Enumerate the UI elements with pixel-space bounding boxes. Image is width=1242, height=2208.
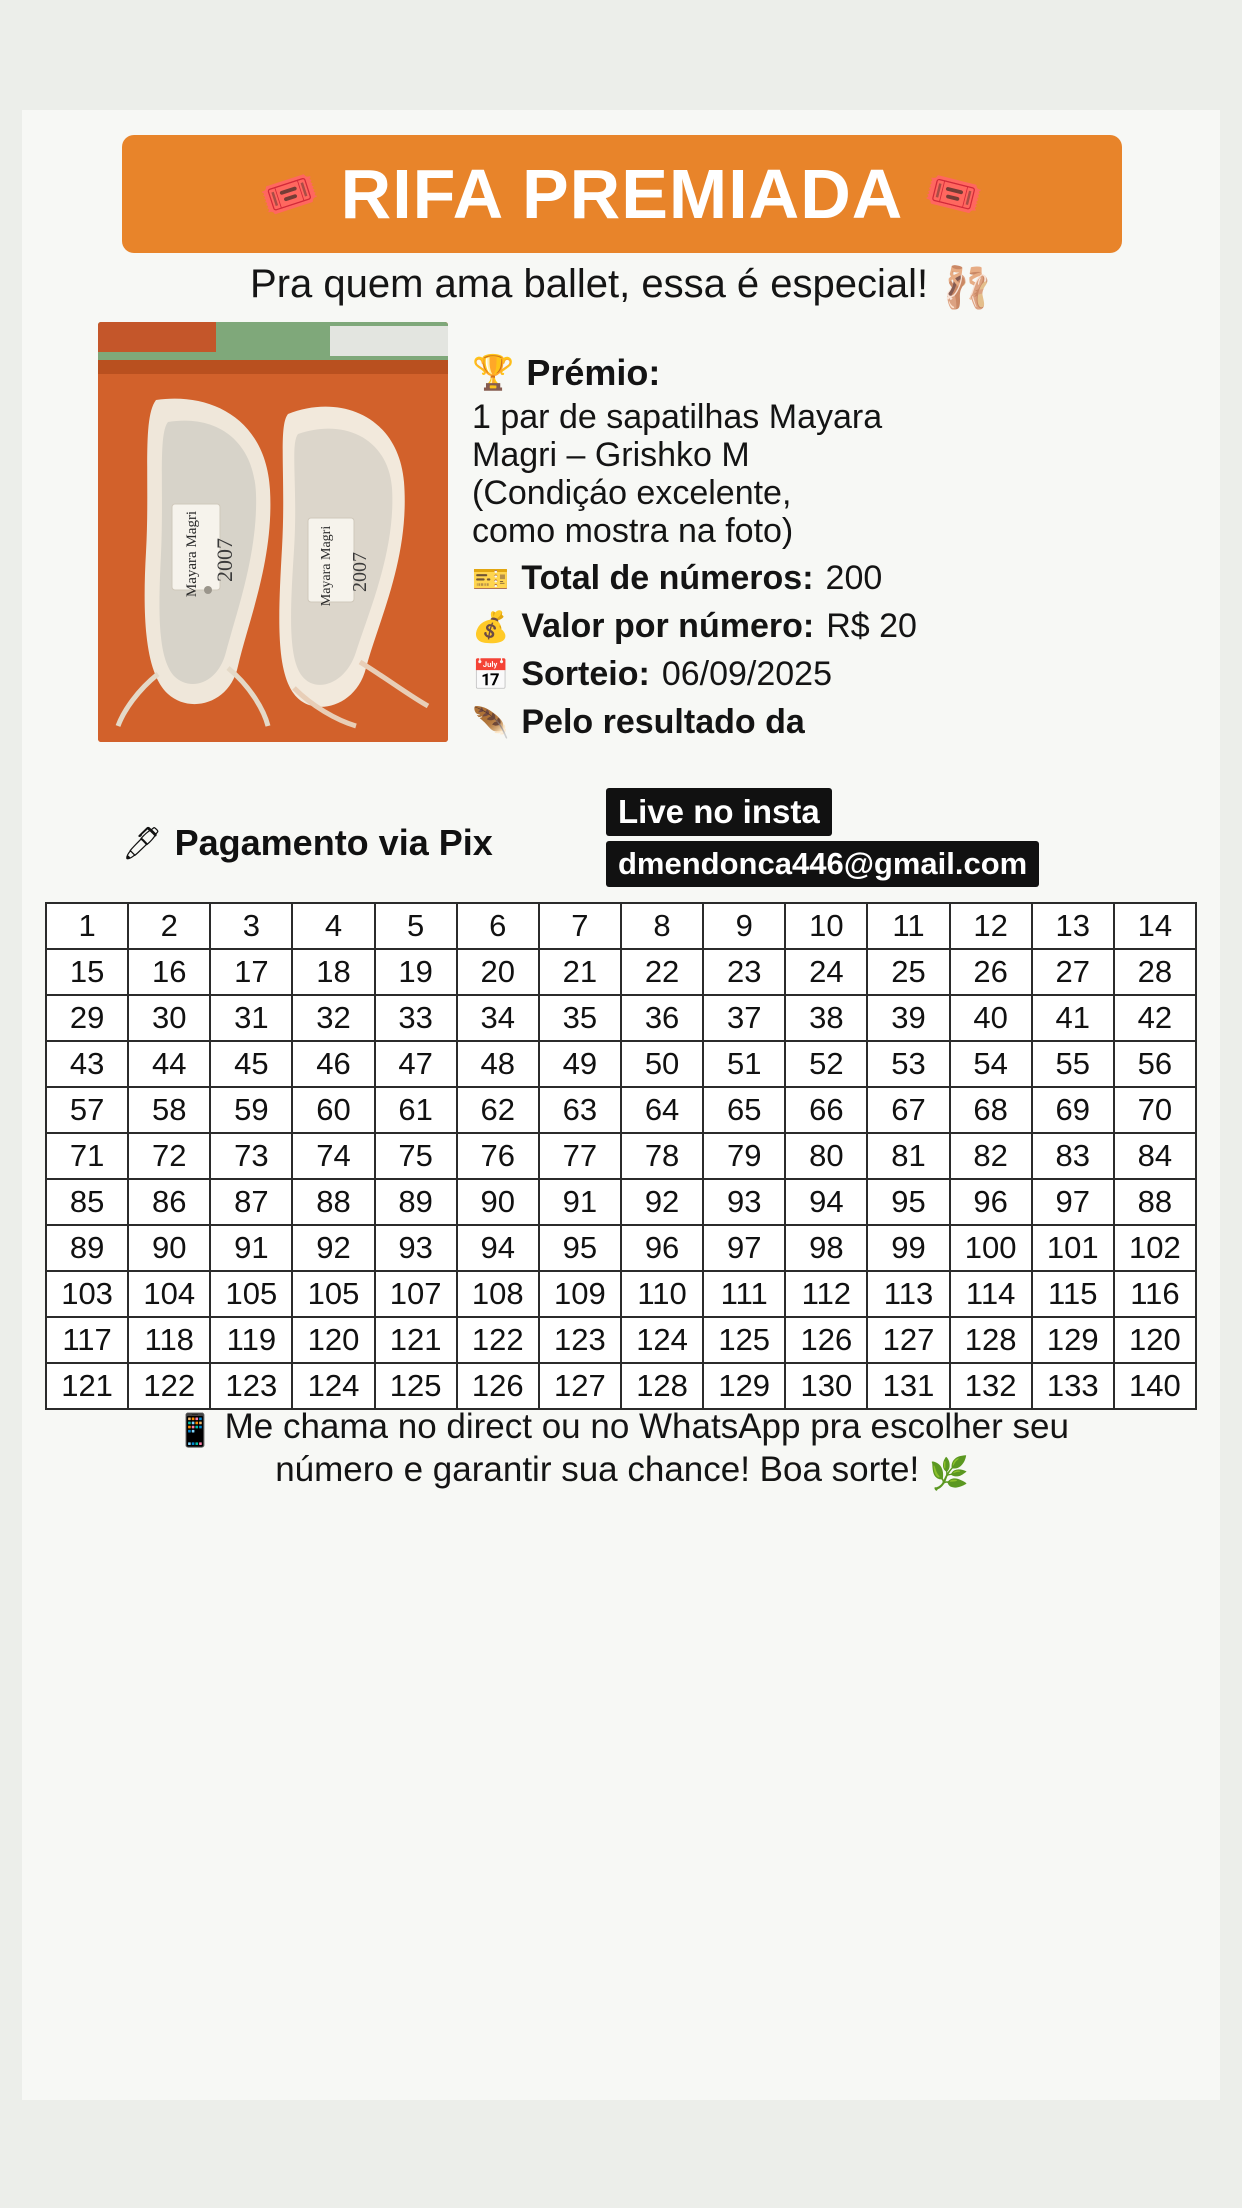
number-cell[interactable]: 52 [785,1041,867,1087]
svg-text:2007: 2007 [212,538,237,582]
number-cell[interactable]: 130 [785,1363,867,1409]
number-cell[interactable]: 56 [1114,1041,1196,1087]
number-cell[interactable]: 63 [539,1087,621,1133]
number-cell[interactable]: 28 [1114,949,1196,995]
number-cell[interactable]: 38 [785,995,867,1041]
herb-icon: 🌿 [928,1455,969,1492]
number-cell[interactable]: 18 [292,949,374,995]
number-cell[interactable]: 102 [1114,1225,1196,1271]
number-cell[interactable]: 110 [621,1271,703,1317]
number-cell[interactable]: 127 [539,1363,621,1409]
number-cell[interactable]: 59 [210,1087,292,1133]
number-cell[interactable]: 83 [1032,1133,1114,1179]
number-cell[interactable]: 39 [867,995,949,1041]
table-row [46,1133,1196,1179]
number-cell[interactable]: 119 [210,1317,292,1363]
number-cell[interactable]: 94 [457,1225,539,1271]
raffle-flyer [22,110,1220,2100]
number-cell[interactable]: 15 [46,949,128,995]
number-cell[interactable]: 11 [867,903,949,949]
money-bag-icon: 💰 [472,611,510,645]
number-cell[interactable]: 133 [1032,1363,1114,1409]
number-cell[interactable]: 100 [950,1225,1032,1271]
number-cell[interactable]: 1 [46,903,128,949]
number-cell[interactable]: 6 [457,903,539,949]
number-cell[interactable]: 9 [703,903,785,949]
number-cell[interactable]: 95 [539,1225,621,1271]
fact-label: Sorteio: [521,655,650,694]
number-cell[interactable]: 74 [292,1133,374,1179]
number-cell[interactable]: 92 [621,1179,703,1225]
prize-block [472,352,1202,742]
fact-value: 200 [825,559,883,598]
payment-method [122,822,493,864]
number-cell[interactable]: 41 [1032,995,1114,1041]
number-cell[interactable]: 68 [950,1087,1032,1133]
number-cell[interactable]: 78 [621,1133,703,1179]
fact-label: Total de números: [521,559,814,598]
trophy-icon: 🏆 [472,354,515,392]
number-cell[interactable]: 116 [1114,1271,1196,1317]
number-cell[interactable]: 42 [1114,995,1196,1041]
svg-text:Mayara Magri: Mayara Magri [319,525,334,607]
number-cell[interactable]: 114 [950,1271,1032,1317]
number-cell[interactable]: 62 [457,1087,539,1133]
number-cell[interactable]: 67 [867,1087,949,1133]
number-cell[interactable]: 24 [785,949,867,995]
number-cell[interactable]: 22 [621,949,703,995]
email-badge: dmendonca446@gmail.com [606,841,1039,887]
number-cell[interactable]: 37 [703,995,785,1041]
number-cell[interactable]: 126 [785,1317,867,1363]
number-cell[interactable]: 120 [1114,1317,1196,1363]
fact-price-per-number [472,607,1202,646]
number-cell[interactable]: 16 [128,949,210,995]
number-cell[interactable]: 123 [210,1363,292,1409]
number-cell[interactable]: 7 [539,903,621,949]
number-cell[interactable]: 89 [46,1225,128,1271]
number-cell[interactable]: 132 [950,1363,1032,1409]
number-cell[interactable]: 55 [1032,1041,1114,1087]
number-cell[interactable]: 140 [1114,1363,1196,1409]
number-cell[interactable]: 81 [867,1133,949,1179]
number-cell[interactable]: 96 [950,1179,1032,1225]
number-cell[interactable]: 88 [1114,1179,1196,1225]
number-cell[interactable]: 72 [128,1133,210,1179]
number-cell[interactable]: 8 [621,903,703,949]
number-cell[interactable]: 32 [292,995,374,1041]
number-cell[interactable]: 115 [1032,1271,1114,1317]
number-cell[interactable]: 65 [703,1087,785,1133]
number-cell[interactable]: 31 [210,995,292,1041]
number-cell[interactable]: 128 [950,1317,1032,1363]
prize-photo [98,322,448,742]
number-cell[interactable]: 50 [621,1041,703,1087]
number-cell[interactable]: 80 [785,1133,867,1179]
number-cell[interactable]: 90 [457,1179,539,1225]
number-cell[interactable]: 111 [703,1271,785,1317]
number-cell[interactable]: 94 [785,1179,867,1225]
number-cell[interactable]: 129 [1032,1317,1114,1363]
number-cell[interactable]: 54 [950,1041,1032,1087]
number-cell[interactable]: 99 [867,1225,949,1271]
number-cell[interactable]: 70 [1114,1087,1196,1133]
number-cell[interactable]: 86 [128,1179,210,1225]
number-cell[interactable]: 26 [950,949,1032,995]
number-cell[interactable]: 91 [539,1179,621,1225]
number-cell[interactable]: 17 [210,949,292,995]
number-cell[interactable]: 49 [539,1041,621,1087]
number-cell[interactable]: 103 [46,1271,128,1317]
number-cell[interactable]: 89 [375,1179,457,1225]
number-cell[interactable]: 77 [539,1133,621,1179]
table-row [46,995,1196,1041]
number-cell[interactable]: 113 [867,1271,949,1317]
number-cell[interactable]: 64 [621,1087,703,1133]
prize-line: como mostra na foto) [472,512,794,551]
number-cell[interactable]: 3 [210,903,292,949]
subtitle-text: Pra quem ama ballet, essa é especial! [250,262,929,306]
prize-line: Magri – Grishko M [472,436,750,475]
prize-description [472,398,1202,550]
table-row [46,903,1196,949]
subtitle [22,262,1220,311]
table-row [46,1041,1196,1087]
number-cell[interactable]: 98 [785,1225,867,1271]
number-cell[interactable]: 76 [457,1133,539,1179]
number-cell[interactable]: 69 [1032,1087,1114,1133]
number-cell[interactable]: 105 [210,1271,292,1317]
number-cell[interactable]: 44 [128,1041,210,1087]
number-cell[interactable]: 112 [785,1271,867,1317]
footer-call-to-action [62,1406,1182,1493]
number-cell[interactable]: 120 [292,1317,374,1363]
number-cell[interactable]: 121 [46,1363,128,1409]
number-cell[interactable]: 101 [1032,1225,1114,1271]
number-cell[interactable]: 33 [375,995,457,1041]
number-cell[interactable]: 53 [867,1041,949,1087]
payment-method-label: Pagamento via Pix [174,822,493,863]
fact-label: Valor por número: [521,607,815,646]
number-cell[interactable]: 87 [210,1179,292,1225]
ballerina-icon: 🩰 [942,266,992,310]
numbers-grid-body [46,903,1196,1409]
number-cell[interactable]: 71 [46,1133,128,1179]
header-banner [122,135,1122,253]
number-cell[interactable]: 90 [128,1225,210,1271]
number-cell[interactable]: 93 [703,1179,785,1225]
number-cell[interactable]: 118 [128,1317,210,1363]
table-row [46,1271,1196,1317]
prize-line: 1 par de sapatilhas Mayara [472,398,883,436]
number-cell[interactable]: 85 [46,1179,128,1225]
footer-line-1: Me chama no direct ou no WhatsApp pra escolher seu [224,1407,1069,1446]
number-cell[interactable]: 108 [457,1271,539,1317]
number-cell[interactable]: 104 [128,1271,210,1317]
number-cell[interactable]: 75 [375,1133,457,1179]
number-cell[interactable]: 92 [292,1225,374,1271]
number-cell[interactable]: 79 [703,1133,785,1179]
feather-icon: 🪶 [472,707,510,741]
number-cell[interactable]: 126 [457,1363,539,1409]
table-row [46,1087,1196,1133]
prize-line: (Condiçáo excelente, [472,474,792,513]
number-cell[interactable]: 27 [1032,949,1114,995]
number-cell[interactable]: 124 [292,1363,374,1409]
number-cell[interactable]: 121 [375,1317,457,1363]
table-row [46,1317,1196,1363]
svg-text:Mayara Magri: Mayara Magri [184,510,200,598]
ticket-icon: 🎟️ [254,160,326,228]
number-cell[interactable]: 13 [1032,903,1114,949]
table-row [46,949,1196,995]
number-cell[interactable]: 23 [703,949,785,995]
fact-value: 06/09/2025 [661,655,832,694]
number-cell[interactable]: 96 [621,1225,703,1271]
prize-heading [472,352,1202,394]
number-cell[interactable]: 91 [210,1225,292,1271]
number-cell[interactable]: 107 [375,1271,457,1317]
number-cell[interactable]: 97 [703,1225,785,1271]
number-cell[interactable]: 10 [785,903,867,949]
number-cell[interactable]: 97 [1032,1179,1114,1225]
number-cell[interactable]: 5 [375,903,457,949]
number-cell[interactable]: 21 [539,949,621,995]
number-cell[interactable]: 122 [128,1363,210,1409]
footer-line-2: número e garantir sua chance! Boa sorte! [275,1450,920,1490]
live-instagram-badge: Live no insta [606,788,832,836]
number-cell[interactable]: 47 [375,1041,457,1087]
number-cell[interactable]: 58 [128,1087,210,1133]
number-cell[interactable]: 19 [375,949,457,995]
number-cell[interactable]: 109 [539,1271,621,1317]
number-cell[interactable]: 60 [292,1087,374,1133]
ticket-icon: 🎫 [472,563,510,597]
number-cell[interactable]: 30 [128,995,210,1041]
fact-value: R$ 20 [826,607,917,646]
fact-draw-source [472,703,1202,742]
numbers-grid[interactable] [45,902,1197,1410]
pen-icon: 🖊 [122,825,163,861]
mobile-phone-icon: 📱 [175,1412,215,1448]
calendar-icon: 📅 [472,659,510,693]
number-cell[interactable]: 20 [457,949,539,995]
table-row [46,1225,1196,1271]
number-cell[interactable]: 57 [46,1087,128,1133]
number-cell[interactable]: 25 [867,949,949,995]
number-cell[interactable]: 2 [128,903,210,949]
number-cell[interactable]: 29 [46,995,128,1041]
table-row [46,1179,1196,1225]
number-cell[interactable]: 125 [703,1317,785,1363]
number-cell[interactable]: 129 [703,1363,785,1409]
number-cell[interactable]: 82 [950,1133,1032,1179]
number-cell[interactable]: 36 [621,995,703,1041]
number-cell[interactable]: 73 [210,1133,292,1179]
number-cell[interactable]: 35 [539,995,621,1041]
number-cell[interactable]: 48 [457,1041,539,1087]
number-cell[interactable]: 125 [375,1363,457,1409]
number-cell[interactable]: 124 [621,1317,703,1363]
number-cell[interactable]: 12 [950,903,1032,949]
number-cell[interactable]: 4 [292,903,374,949]
fact-total-numbers [472,559,1202,598]
ticket-icon: 🎟️ [919,161,989,227]
number-cell[interactable]: 66 [785,1087,867,1133]
number-cell[interactable]: 122 [457,1317,539,1363]
svg-text:2007: 2007 [349,552,371,592]
number-cell[interactable]: 46 [292,1041,374,1087]
number-cell[interactable]: 127 [867,1317,949,1363]
fact-label: Pelo resultado da [521,703,805,742]
number-cell[interactable]: 14 [1114,903,1196,949]
number-cell[interactable]: 93 [375,1225,457,1271]
number-cell[interactable]: 131 [867,1363,949,1409]
number-cell[interactable]: 34 [457,995,539,1041]
number-cell[interactable]: 61 [375,1087,457,1133]
prize-heading-label: Prémio: [526,352,661,393]
number-cell[interactable]: 84 [1114,1133,1196,1179]
pointe-shoes-illustration [98,322,448,742]
number-cell[interactable]: 43 [46,1041,128,1087]
number-cell[interactable]: 95 [867,1179,949,1225]
number-cell[interactable]: 117 [46,1317,128,1363]
number-cell[interactable]: 51 [703,1041,785,1087]
table-row [46,1363,1196,1409]
number-cell[interactable]: 45 [210,1041,292,1087]
page-title: RIFA PREMIADA [340,155,904,233]
number-cell[interactable]: 40 [950,995,1032,1041]
fact-draw-date [472,655,1202,694]
number-cell[interactable]: 88 [292,1179,374,1225]
number-cell[interactable]: 123 [539,1317,621,1363]
number-cell[interactable]: 105 [292,1271,374,1317]
number-cell[interactable]: 128 [621,1363,703,1409]
